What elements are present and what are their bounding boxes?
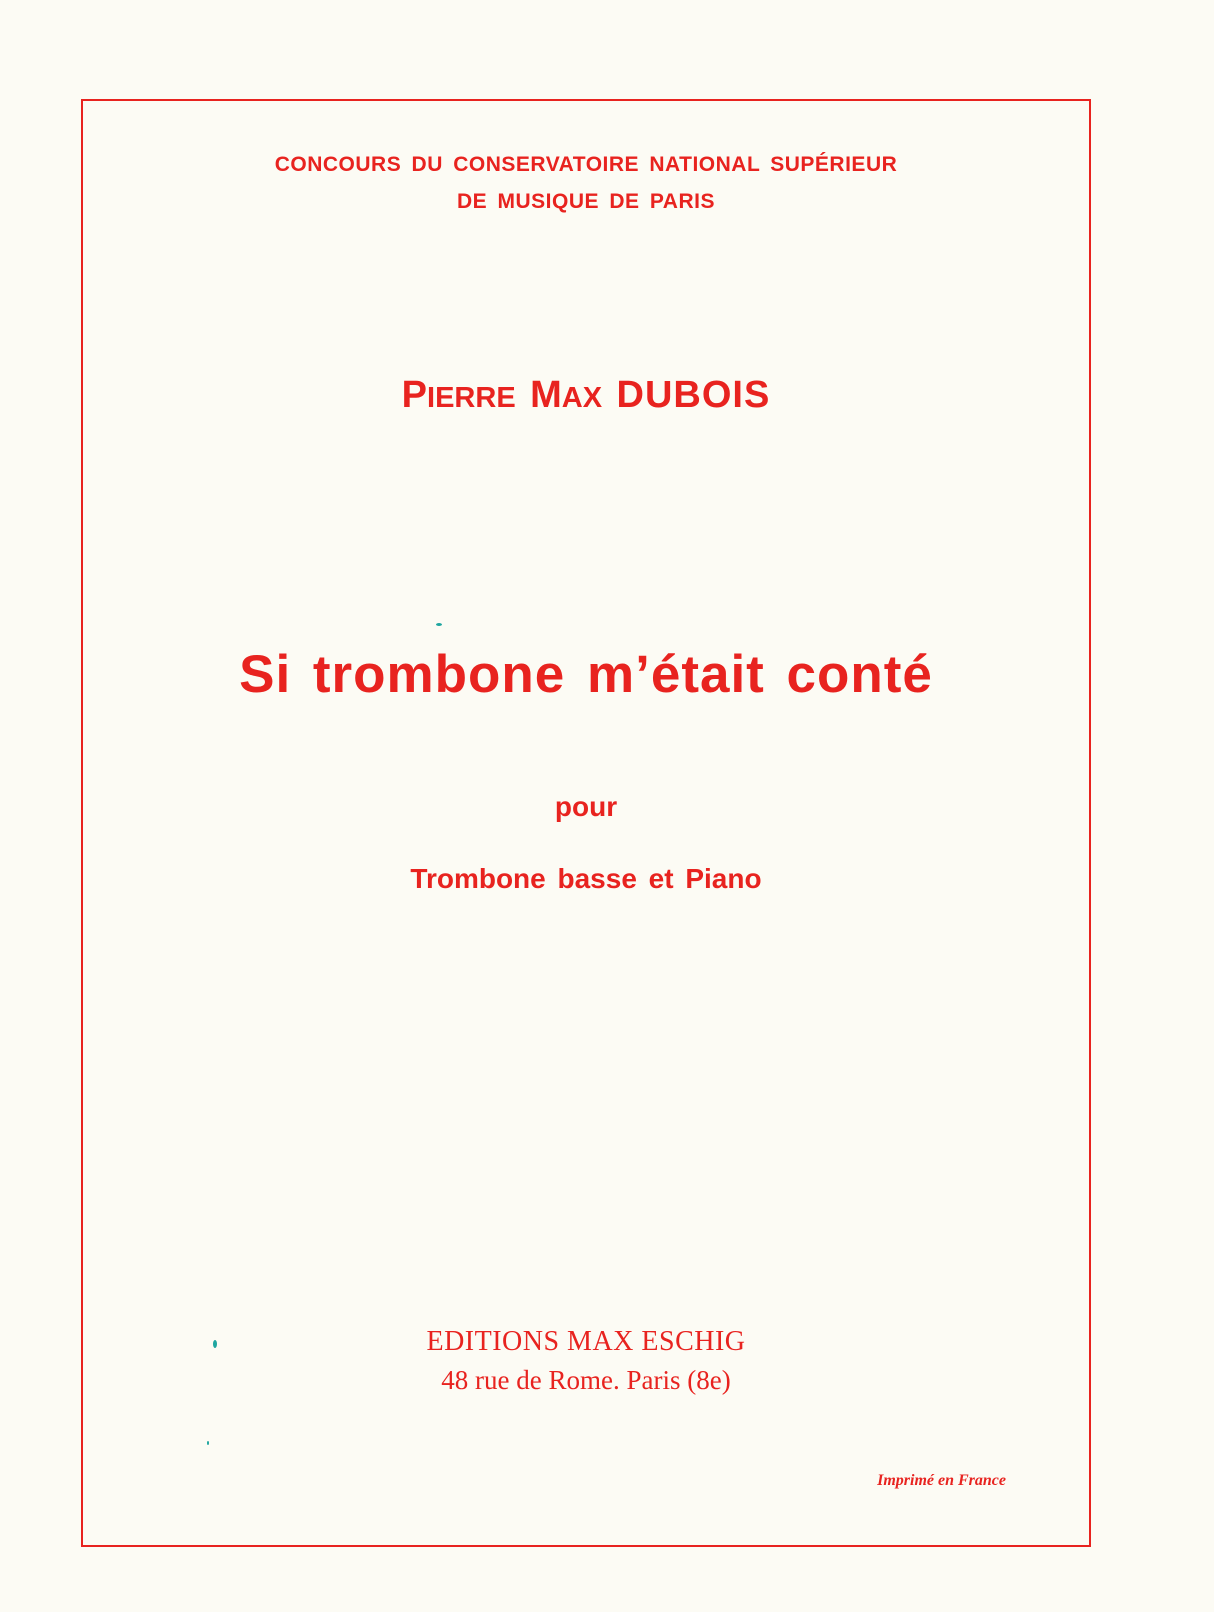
composer-middle-initial: M xyxy=(530,374,562,416)
composer-last-name: DUBOIS xyxy=(616,374,771,416)
work-title: Si trombone m’était conté xyxy=(239,645,933,704)
ink-speck xyxy=(436,623,442,626)
composer-middle-rest: AX xyxy=(561,382,603,414)
publisher-address: 48 rue de Rome. Paris (8e) xyxy=(441,1365,731,1395)
publisher-name: EDITIONS MAX ESCHIG xyxy=(426,1326,746,1357)
instrumentation: Trombone basse et Piano xyxy=(410,863,762,894)
ink-speck xyxy=(207,1441,209,1445)
composer-first-initial: P xyxy=(401,374,428,416)
pour-label: pour xyxy=(554,791,618,822)
composer-name xyxy=(83,374,1089,417)
cover-border xyxy=(81,99,1091,1547)
composer-first-rest: IERRE xyxy=(427,382,516,414)
printed-in-france: Imprimé en France xyxy=(877,1472,1006,1489)
ink-speck xyxy=(213,1340,217,1348)
competition-header-line-2: DE MUSIQUE DE PARIS xyxy=(457,190,715,213)
competition-header-line-1: CONCOURS DU CONSERVATOIRE NATIONAL SUPÉRIEUR xyxy=(274,153,898,176)
